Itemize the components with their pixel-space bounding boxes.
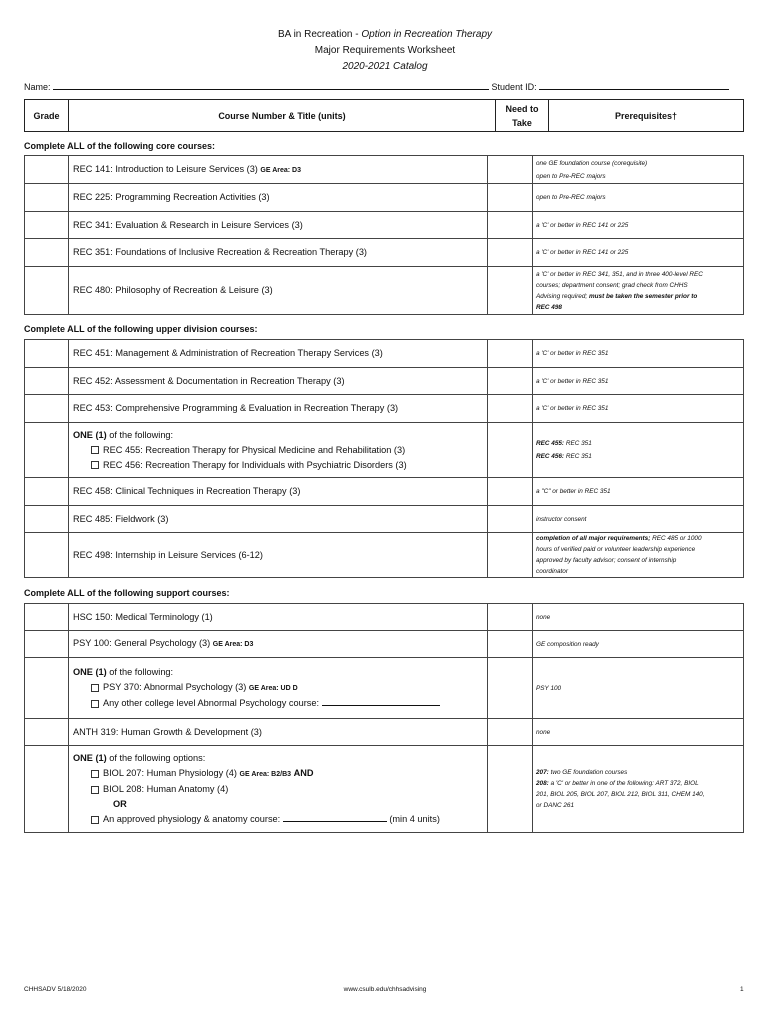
upper-courses-table: [24, 339, 744, 578]
prereq-cell: a 'C' or better in REC 341, 351, and in three 400-level REC courses; department consent; grad check from CHHS Advising required; must be taken the semester prior to REC 498: [533, 267, 744, 315]
prereq-cell: a 'C' or better in REC 141 or 225: [533, 239, 744, 267]
checkbox-icon[interactable]: [91, 700, 99, 708]
need-cell[interactable]: [488, 267, 533, 315]
student-id-field[interactable]: [539, 80, 729, 90]
table-row: [25, 478, 744, 506]
need-cell[interactable]: [488, 478, 533, 506]
grade-header: Grade: [25, 100, 69, 132]
prereq-cell: a 'C' or better in REC 351: [533, 395, 744, 423]
table-row: [25, 340, 744, 368]
prereq-cell: instructor consent: [533, 506, 744, 533]
course-cell: PSY 100: General Psychology (3) GE Area: D3: [69, 631, 488, 658]
table-row: [25, 631, 744, 658]
course-cell: REC 498: Internship in Leisure Services (6-12): [69, 533, 488, 578]
support-courses-table: [24, 603, 744, 833]
table-row: [25, 267, 744, 315]
prereq-cell: 207: two GE foundation courses 208: a 'C' or better in one of the following: ART 372, BIOL 201, BIOL 205, BIOL 207, BIOL 212, BIOL 311, CHEM 140, or DANC 261: [533, 746, 744, 833]
name-label: Name:: [24, 82, 51, 92]
table-row: [25, 506, 744, 533]
course-cell: REC 141: Introduction to Leisure Services (3) GE Area: D3: [69, 156, 488, 184]
course-cell: REC 225: Programming Recreation Activities (3): [69, 184, 488, 212]
course-cell: REC 453: Comprehensive Programming & Evaluation in Recreation Therapy (3): [69, 395, 488, 423]
need-cell[interactable]: [488, 423, 533, 478]
prereq-cell: PSY 100: [533, 658, 744, 719]
course-cell: ONE (1) of the following options: BIOL 207: Human Physiology (4) GE Area: B2/B3 AND BIOL 208: Human Anatomy (4) OR An approved physiology & anatomy course: (min 4 units): [69, 746, 488, 833]
table-row: [25, 368, 744, 395]
need-cell[interactable]: [488, 631, 533, 658]
course-cell: ONE (1) of the following: PSY 370: Abnormal Psychology (3) GE Area: UD D Any other college level Abnormal Psychology course:: [69, 658, 488, 719]
prereq-cell: REC 455: REC 351 REC 456: REC 351: [533, 423, 744, 478]
page-title: [0, 29, 770, 40]
table-row: [25, 719, 744, 746]
grade-cell[interactable]: [25, 423, 69, 478]
grade-cell[interactable]: [25, 340, 69, 368]
title-program: BA in Recreation -: [278, 29, 362, 40]
table-row: [25, 423, 744, 478]
grade-cell[interactable]: [25, 395, 69, 423]
table-row: [25, 658, 744, 719]
need-cell[interactable]: [488, 156, 533, 184]
grade-cell[interactable]: [25, 719, 69, 746]
anatomy-course-blank[interactable]: [283, 812, 387, 822]
need-cell[interactable]: [488, 184, 533, 212]
checkbox-icon[interactable]: [91, 770, 99, 778]
core-courses-table: [24, 155, 744, 315]
page-number: 1: [740, 986, 744, 993]
support-heading: Complete ALL of the following support courses:: [24, 588, 230, 598]
course-cell: REC 458: Clinical Techniques in Recreation Therapy (3): [69, 478, 488, 506]
footer-form-id: CHHSADV 5/18/2020: [24, 986, 87, 993]
course-cell: REC 485: Fieldwork (3): [69, 506, 488, 533]
need-cell[interactable]: [488, 395, 533, 423]
footer-url: www.csulb.edu/chhsadvising: [343, 986, 427, 993]
table-row: [25, 395, 744, 423]
grade-cell[interactable]: [25, 212, 69, 239]
student-id-label: Student ID:: [491, 82, 537, 92]
column-header-table: [24, 99, 744, 132]
course-cell: REC 451: Management & Administration of Recreation Therapy Services (3): [69, 340, 488, 368]
need-cell[interactable]: [488, 506, 533, 533]
course-header: Course Number & Title (units): [69, 100, 496, 132]
table-row: [25, 533, 744, 578]
need-cell[interactable]: [488, 719, 533, 746]
title-option: Option in Recreation Therapy: [361, 29, 492, 40]
page-subtitle: Major Requirements Worksheet: [314, 45, 456, 56]
table-row: [25, 184, 744, 212]
checkbox-icon[interactable]: [91, 461, 99, 469]
student-info-row: [24, 80, 744, 92]
grade-cell[interactable]: [25, 604, 69, 631]
table-row: [25, 239, 744, 267]
need-cell[interactable]: [488, 746, 533, 833]
grade-cell[interactable]: [25, 506, 69, 533]
grade-cell[interactable]: [25, 658, 69, 719]
table-row: [25, 156, 744, 184]
prereq-cell: a 'C' or better in REC 351: [533, 340, 744, 368]
table-row: [25, 212, 744, 239]
grade-cell[interactable]: [25, 184, 69, 212]
grade-cell[interactable]: [25, 631, 69, 658]
upper-heading: Complete ALL of the following upper division courses:: [24, 324, 258, 334]
need-cell[interactable]: [488, 368, 533, 395]
course-cell: ONE (1) of the following: REC 455: Recreation Therapy for Physical Medicine and Rehabilitation (3) REC 456: Recreation Therapy for Individuals with Psychiatric Disorders (3): [69, 423, 488, 478]
prereq-cell: a "C" or better in REC 351: [533, 478, 744, 506]
prereq-cell: one GE foundation course (corequisite) open to Pre-REC majors: [533, 156, 744, 184]
prereq-cell: a 'C' or better in REC 351: [533, 368, 744, 395]
table-row: [25, 746, 744, 833]
course-cell: ANTH 319: Human Growth & Development (3): [69, 719, 488, 746]
prereq-cell: none: [533, 604, 744, 631]
prereq-cell: GE composition ready: [533, 631, 744, 658]
grade-cell[interactable]: [25, 533, 69, 578]
grade-cell[interactable]: [25, 746, 69, 833]
grade-cell[interactable]: [25, 368, 69, 395]
prereq-cell: none: [533, 719, 744, 746]
table-row: [25, 604, 744, 631]
core-heading: Complete ALL of the following core courses:: [24, 141, 216, 151]
need-cell[interactable]: [488, 212, 533, 239]
grade-cell[interactable]: [25, 267, 69, 315]
psy-course-blank[interactable]: [322, 696, 440, 706]
need-header: Need to Take: [496, 100, 549, 132]
need-cell[interactable]: [488, 340, 533, 368]
catalog-year: 2020-2021 Catalog: [342, 61, 428, 72]
course-cell: REC 351: Foundations of Inclusive Recreation & Recreation Therapy (3): [69, 239, 488, 267]
prereq-cell: completion of all major requirements; REC 485 or 1000 hours of verified paid or volunteer leadership experience approved by faculty advisor; consent of internship coordinator: [533, 533, 744, 578]
prereq-header: Prerequisites†: [549, 100, 744, 132]
name-field[interactable]: [53, 80, 489, 90]
prereq-cell: a 'C' or better in REC 141 or 225: [533, 212, 744, 239]
checkbox-icon[interactable]: [91, 684, 99, 692]
course-cell: REC 480: Philosophy of Recreation & Leisure (3): [69, 267, 488, 315]
checkbox-icon[interactable]: [91, 786, 99, 794]
prereq-cell: open to Pre-REC majors: [533, 184, 744, 212]
checkbox-icon[interactable]: [91, 446, 99, 454]
need-cell[interactable]: [488, 533, 533, 578]
course-cell: HSC 150: Medical Terminology (1): [69, 604, 488, 631]
need-cell[interactable]: [488, 658, 533, 719]
checkbox-icon[interactable]: [91, 816, 99, 824]
course-cell: REC 341: Evaluation & Research in Leisure Services (3): [69, 212, 488, 239]
grade-cell[interactable]: [25, 156, 69, 184]
need-cell[interactable]: [488, 239, 533, 267]
course-cell: REC 452: Assessment & Documentation in Recreation Therapy (3): [69, 368, 488, 395]
grade-cell[interactable]: [25, 239, 69, 267]
grade-cell[interactable]: [25, 478, 69, 506]
need-cell[interactable]: [488, 604, 533, 631]
